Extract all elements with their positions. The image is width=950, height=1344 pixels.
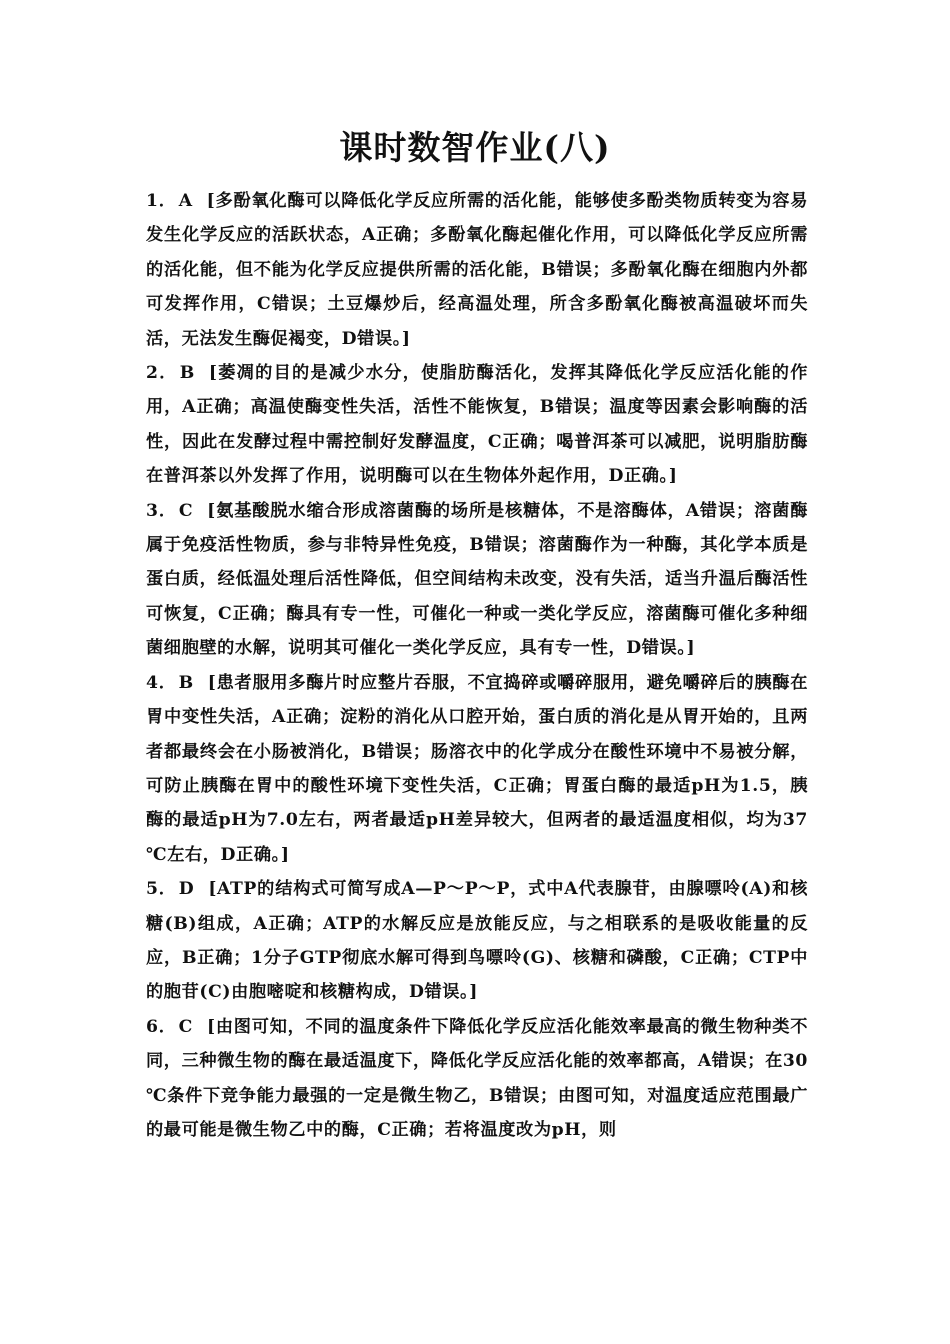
answer-explanation: [ATP的结构式可简写成A—P～P～P，式中A代表腺苷，由腺嘌呤(A)和核糖(B)组成，A正确；ATP的水解反应是放能反应，与之相联系的是吸收能量的反应，B正确；1分子GTP彻底水解可得到鸟嘌呤(G)、核糖和磷酸，C正确；CTP中的胞苷(C)由胞嘧啶和核糖构成，D错误。] xyxy=(146,879,808,1003)
answer-number: 1． xyxy=(146,191,177,211)
answer-item-5 xyxy=(146,872,808,1010)
answer-choice: B xyxy=(178,672,194,693)
answer-explanation: [多酚氧化酶可以降低化学反应所需的活化能，能够使多酚类物质转变为容易发生化学反应的活跃状态，A正确；多酚氧化酶起催化作用，可以降低化学反应所需的活化能，但不能为化学反应提供所需的活化能，B错误；多酚氧化酶在细胞内外都可发挥作用，C错误；土豆爆炒后，经高温处理，所含多酚氧化酶被高温破坏而失活，无法发生酶促褐变，D错误。] xyxy=(146,191,808,349)
answer-choice: D xyxy=(178,879,195,900)
answer-item-6 xyxy=(146,1010,808,1148)
answer-item-2 xyxy=(146,356,808,494)
answer-number: 3． xyxy=(146,500,177,521)
answer-explanation: [萎凋的目的是减少水分，使脂肪酶活化，发挥其降低化学反应活化能的作用，A正确；高温使酶变性失活，活性不能恢复，B错误；温度等因素会影响酶的活性，因此在发酵过程中需控制好发酵温度，C正确；喝普洱茶可以减肥，说明脂肪酶在普洱茶以外发挥了作用，说明酶可以在生物体外起作用，D正确。] xyxy=(146,363,808,487)
answer-item-3 xyxy=(146,494,808,666)
answer-choice: C xyxy=(178,1016,193,1037)
answer-explanation: [患者服用多酶片时应整片吞服，不宜捣碎或嚼碎服用，避免嚼碎后的胰酶在胃中变性失活，A正确；淀粉的消化从口腔开始，蛋白质的消化是从胃开始的，且两者都最终会在小肠被消化，B错误；肠溶衣中的化学成分在酸性环境中不易被分解，可防止胰酶在胃中的酸性环境下变性失活，C正确；胃蛋白酶的最适pH为1.5，胰酶的最适pH为7.0左右，两者最适pH差异较大，但两者的最适温度相似，均为37 ℃左右，D正确。] xyxy=(146,672,808,865)
answer-choice: B xyxy=(179,363,195,384)
answer-item-4 xyxy=(146,666,808,872)
answer-number: 2． xyxy=(146,363,178,384)
page-title: 课时数智作业(八) xyxy=(339,128,611,167)
answer-list xyxy=(146,184,808,1147)
answer-number: 5． xyxy=(146,879,177,900)
answer-number: 4． xyxy=(146,672,177,693)
answer-explanation: [由图可知，不同的温度条件下降低化学反应活化能效率最高的微生物种类不同，三种微生物的酶在最适温度下，降低化学反应活化能的效率都高，A错误；在30 ℃条件下竞争能力最强的一定是微生物乙，B错误；由图可知，对温度适应范围最广的最可能是微生物乙中的酶，C正确；若将温度改为pH，则 xyxy=(146,1016,808,1140)
answer-item-1 xyxy=(146,184,808,356)
answer-explanation: [氨基酸脱水缩合形成溶菌酶的场所是核糖体，不是溶酶体，A错误；溶菌酶属于免疫活性物质，参与非特异性免疫，B错误；溶菌酶作为一种酶，其化学本质是蛋白质，经低温处理后活性降低，但空间结构未改变，没有失活，适当升温后酶活性可恢复，C正确；酶具有专一性，可催化一种或一类化学反应，溶菌酶可催化多种细菌细胞壁的水解，说明其可催化一类化学反应，具有专一性，D错误。] xyxy=(146,500,808,659)
answer-choice: A xyxy=(178,191,193,211)
answer-number: 6． xyxy=(146,1016,177,1037)
answer-choice: C xyxy=(178,500,194,521)
